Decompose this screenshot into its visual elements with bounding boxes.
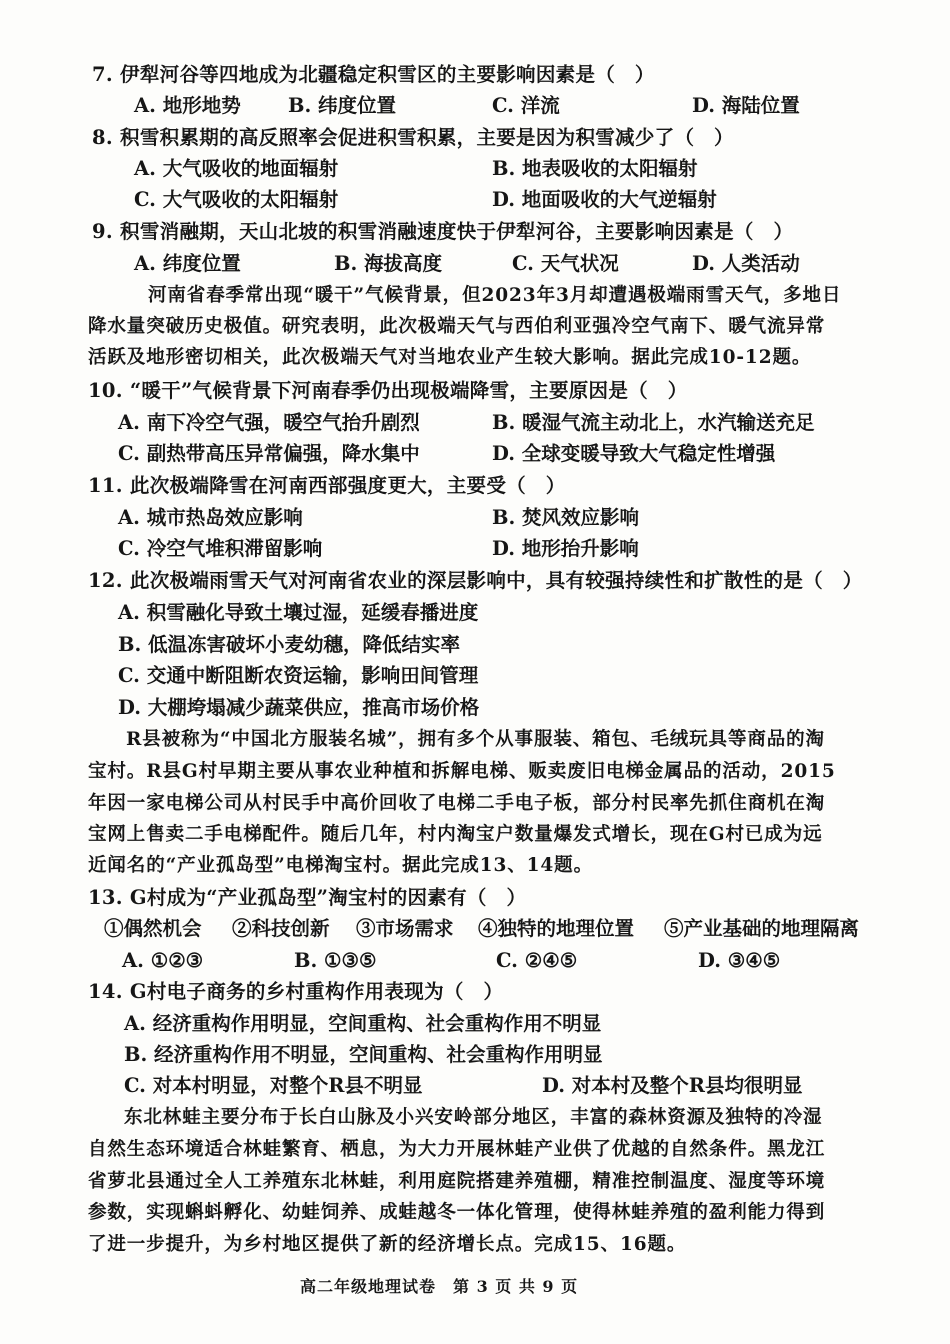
q11-option-a: A. 城市热岛效应影响 (118, 506, 303, 529)
q7-option-c: C. 洋流 (492, 94, 560, 117)
question-14-stem: 14. G村电子商务的乡村重构作用表现为（ ） (88, 980, 504, 1003)
q10-option-c: C. 副热带高压异常偏强，降水集中 (118, 442, 420, 465)
q13-choice-2: ②科技创新 (232, 917, 330, 940)
passage-taobao-line-2: 宝村。R县G村早期主要从事农业种植和拆解电梯、贩卖废旧电梯金属品的活动，2015 (88, 761, 836, 782)
q13-option-d: D. ③④⑤ (698, 949, 781, 972)
q11-option-d: D. 地形抬升影响 (492, 537, 639, 560)
q12-option-d: D. 大棚垮塌减少蔬菜供应，推高市场价格 (118, 696, 480, 719)
question-9-stem: 9. 积雪消融期，天山北坡的积雪消融速度快于伊犁河谷，主要影响因素是（ ） (92, 220, 794, 243)
q7-option-b: B. 纬度位置 (288, 94, 397, 117)
q13-choice-1: ①偶然机会 (104, 917, 202, 940)
q13-choice-5: ⑤产业基础的地理隔离 (664, 917, 860, 940)
q12-option-b: B. 低温冻害破坏小麦幼穗，降低结实率 (118, 633, 461, 656)
q11-option-c: C. 冷空气堆积滞留影响 (118, 537, 323, 560)
q8-option-a: A. 大气吸收的地面辐射 (134, 157, 339, 180)
question-13-stem: 13. G村成为“产业孤岛型”淘宝村的因素有（ ） (88, 886, 527, 909)
q13-choice-3: ③市场需求 (356, 917, 454, 940)
q9-option-c: C. 天气状况 (512, 252, 619, 275)
passage-taobao-line-5: 近闻名的“产业孤岛型”电梯淘宝村。据此完成13、14题。 (88, 855, 593, 876)
q14-option-a: A. 经济重构作用明显，空间重构、社会重构作用不明显 (124, 1012, 602, 1035)
q8-option-b: B. 地表吸收的太阳辐射 (492, 157, 698, 180)
q14-option-b: B. 经济重构作用不明显，空间重构、社会重构作用明显 (124, 1043, 603, 1066)
question-8-stem: 8. 积雪积累期的高反照率会促进积雪积累，主要是因为积雪减少了（ ） (92, 126, 734, 149)
q10-option-d: D. 全球变暖导致大气稳定性增强 (492, 442, 776, 465)
passage-henan-line-3: 活跃及地形密切相关，此次极端天气对当地农业产生较大影响。据此完成10-12题。 (88, 347, 812, 368)
passage-frog-line-4: 参数，实现蝌蚪孵化、幼蛙饲养、成蛙越冬一体化管理，使得林蛙养殖的盈利能力得到 (88, 1202, 826, 1223)
q7-option-d: D. 海陆位置 (692, 94, 800, 117)
passage-taobao-line-3: 年因一家电梯公司从村民手中高价回收了电梯二手电子板，部分村民率先抓住商机在淘 (88, 793, 826, 814)
q7-option-a: A. 地形地势 (134, 94, 241, 117)
q13-option-c: C. ②④⑤ (496, 949, 578, 972)
q13-option-a: A. ①②③ (122, 949, 204, 972)
q11-option-b: B. 焚风效应影响 (492, 506, 640, 529)
passage-taobao-line-4: 宝网上售卖二手电梯配件。随后几年，村内淘宝户数量爆发式增长，现在G村已成为远 (88, 824, 823, 845)
q10-option-a: A. 南下冷空气强，暖空气抬升剧烈 (118, 411, 420, 434)
q13-choice-4: ④独特的地理位置 (478, 917, 635, 940)
question-12-stem: 12. 此次极端雨雪天气对河南省农业的深层影响中，具有较强持续性和扩散性的是（ ） (88, 569, 863, 592)
q9-option-b: B. 海拔高度 (334, 252, 443, 275)
passage-frog-line-3: 省萝北县通过全人工养殖东北林蛙，利用庭院搭建养殖棚，精准控制温度、湿度等环境 (88, 1171, 826, 1192)
q13-option-b: B. ①③⑤ (294, 949, 377, 972)
q8-option-c: C. 大气吸收的太阳辐射 (134, 188, 339, 211)
question-11-stem: 11. 此次极端降雪在河南西部强度更大，主要受（ ） (88, 474, 566, 497)
passage-frog-line-1: 东北林蛙主要分布于长白山脉及小兴安岭部分地区，丰富的森林资源及独特的冷湿 (124, 1107, 823, 1128)
page-footer: 高二年级地理试卷 第 3 页 共 9 页 (300, 1277, 579, 1296)
q8-option-d: D. 地面吸收的大气逆辐射 (492, 188, 717, 211)
q12-option-c: C. 交通中断阻断农资运输，影响田间管理 (118, 664, 479, 687)
passage-henan-line-2: 降水量突破历史极值。研究表明，此次极端天气与西伯利亚强冷空气南下、暖气流异常 (88, 316, 826, 337)
q9-option-d: D. 人类活动 (692, 252, 800, 275)
passage-frog-line-2: 自然生态环境适合林蛙繁育、栖息，为大力开展林蛙产业供了优越的自然条件。黑龙江 (88, 1139, 826, 1160)
q14-option-d: D. 对本村及整个R县均很明显 (542, 1074, 803, 1097)
question-7-stem: 7. 伊犁河谷等四地成为北疆稳定积雪区的主要影响因素是（ ） (92, 63, 655, 86)
passage-taobao-line-1: R县被称为“中国北方服装名城”，拥有多个从事服装、箱包、毛绒玩具等商品的淘 (126, 729, 825, 750)
q10-option-b: B. 暖湿气流主动北上，水汽输送充足 (492, 411, 815, 434)
q14-option-c: C. 对本村明显，对整个R县不明显 (124, 1074, 423, 1097)
passage-frog-line-5: 了进一步提升，为乡村地区提供了新的经济增长点。完成15、16题。 (88, 1234, 687, 1255)
q9-option-a: A. 纬度位置 (134, 252, 241, 275)
passage-henan-line-1: 河南省春季常出现“暖干”气候背景，但2023年3月却遭遇极端雨雪天气，多地日 (148, 285, 842, 306)
question-10-stem: 10. “暖干”气候背景下河南春季仍出现极端降雪，主要原因是（ ） (88, 379, 688, 402)
q12-option-a: A. 积雪融化导致土壤过湿，延缓春播进度 (118, 601, 479, 624)
